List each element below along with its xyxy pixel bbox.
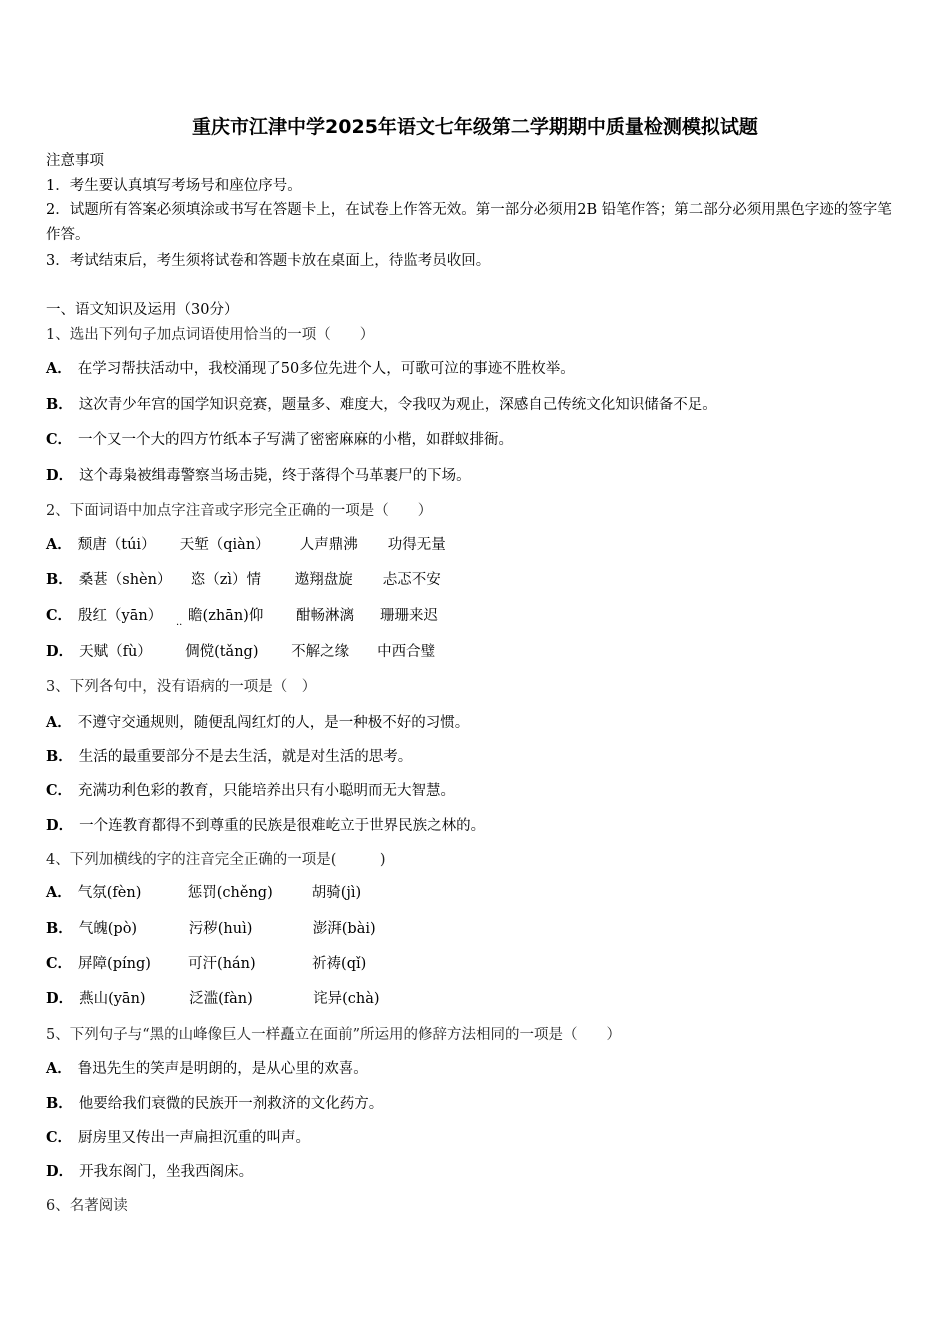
option-row — [46, 781, 455, 801]
question-stem: 6、名著阅读 — [46, 1198, 128, 1214]
question-stem: 1、选出下列句子加点词语使用恰当的一项（ ） — [46, 327, 375, 343]
page-title: 重庆市江津中学2025年语文七年级第二学期期中质量检测模拟试题 — [192, 116, 758, 138]
option-row — [46, 954, 366, 974]
option-key: C． — [46, 955, 73, 972]
option-key: C． — [46, 782, 73, 799]
option-key: A． — [46, 536, 72, 553]
option-key: B． — [46, 396, 73, 413]
option-key: C． — [46, 431, 73, 448]
option-key: B． — [46, 920, 73, 937]
section-heading: 一、语文知识及运用（30分） — [46, 302, 239, 318]
option-cell: 桑葚（shèn） — [78, 572, 172, 588]
option-text: 不遵守交通规则，随便乱闯红灯的人，是一种极不好的习惯。 — [77, 715, 470, 731]
option-row — [46, 919, 376, 939]
option-row — [46, 642, 435, 662]
option-key: C． — [46, 1129, 73, 1146]
option-row — [46, 1128, 310, 1148]
option-key: B． — [46, 571, 73, 588]
option-cell: 燕山(yān) — [79, 991, 146, 1007]
option-row — [46, 1094, 383, 1114]
question-stem: 2、下面词语中加点字注音或字形完全正确的一项是（ ） — [46, 503, 433, 519]
option-text: 这个毒枭被缉毒警察当场击毙，终于落得个马革裹尸的下场。 — [79, 468, 471, 484]
option-key: A． — [46, 714, 72, 731]
option-key: D． — [46, 467, 74, 484]
question-stem: 4、下列加横线的字的注音完全正确的一项是( ) — [46, 852, 386, 868]
option-row — [46, 747, 412, 767]
notice-heading: 注意事项 — [46, 153, 104, 169]
option-cell: 气氛(fèn) — [77, 885, 142, 901]
option-key: A． — [46, 360, 72, 377]
option-cell: 人声鼎沸 — [299, 537, 358, 553]
option-key: D． — [46, 643, 74, 660]
option-cell: 诧异(chà) — [313, 991, 380, 1007]
option-text: 他要给我们衰微的民族开一剂救济的文化药方。 — [78, 1096, 384, 1112]
option-key: A． — [46, 884, 72, 901]
option-text: 开我东阁门，坐我西阁床。 — [79, 1164, 254, 1180]
option-cell: 颓唐（túi） — [77, 537, 156, 553]
option-cell: 气魄(pò) — [78, 921, 138, 937]
option-text: 在学习帮扶活动中，我校涌现了50多位先进个人，可歌可泣的事迹不胜枚举。 — [77, 361, 575, 377]
option-cell: 胡骑(jì) — [311, 885, 362, 901]
option-cell: 中西合璧 — [377, 644, 436, 660]
option-cell: 忐忑不安 — [382, 572, 441, 588]
option-row — [46, 713, 469, 733]
option-text: 生活的最重要部分不是去生活，就是对生活的思考。 — [78, 749, 413, 765]
emphasis-dot: ·· — [176, 620, 183, 631]
option-key: B． — [46, 748, 73, 765]
option-key: A． — [46, 1060, 72, 1077]
option-key: D． — [46, 817, 74, 834]
option-row — [46, 359, 575, 379]
option-cell: 酣畅淋漓 — [296, 608, 355, 624]
option-row — [46, 816, 485, 836]
option-cell: 瞻(zhān)仰 — [188, 608, 264, 624]
option-row — [46, 466, 471, 486]
option-cell: 惩罚(chěng) — [187, 885, 273, 901]
option-cell: 殷红（yān） — [78, 608, 163, 624]
option-cell: 不解之缘 — [291, 644, 350, 660]
option-row — [46, 1162, 253, 1182]
option-cell: 天赋（fù） — [79, 644, 152, 660]
option-text: 一个又一个大的四方竹纸本子写满了密密麻麻的小楷，如群蚁排衙。 — [78, 432, 514, 448]
notice-item-3: 3．考试结束后，考生须将试卷和答题卡放在桌面上，待监考员收回。 — [46, 253, 491, 269]
option-row — [46, 606, 438, 626]
option-text: 一个连教育都得不到尊重的民族是很难屹立于世界民族之林的。 — [79, 818, 486, 834]
option-cell: 屏障(píng) — [78, 956, 151, 972]
option-row — [46, 989, 380, 1009]
option-cell: 倜傥(tǎng) — [185, 644, 259, 660]
option-key: B． — [46, 1095, 73, 1112]
option-cell: 功得无量 — [387, 537, 446, 553]
notice-item-1: 1．考生要认真填写考场号和座位序号。 — [46, 178, 302, 194]
question-stem: 5、下列句子与“黑的山峰像巨人一样矗立在面前”所运用的修辞方法相同的一项是（ ） — [46, 1027, 622, 1043]
option-key: C． — [46, 607, 73, 624]
option-cell: 珊珊来迟 — [380, 608, 439, 624]
option-row — [46, 430, 513, 450]
option-cell: 遨翔盘旋 — [294, 572, 353, 588]
option-cell: 可汗(hán) — [188, 956, 256, 972]
option-text: 鲁迅先生的笑声是明朗的，是从心里的欢喜。 — [77, 1061, 368, 1077]
option-row — [46, 395, 717, 415]
option-text: 这次青少年宫的国学知识竞赛，题量多、难度大，令我叹为观止，深感自己传统文化知识储备不足。 — [78, 397, 717, 413]
option-row — [46, 883, 361, 903]
option-cell: 祈祷(qǐ) — [312, 956, 367, 972]
option-text: 厨房里又传出一声扁担沉重的叫声。 — [78, 1130, 311, 1146]
option-key: D． — [46, 990, 74, 1007]
option-cell: 天堑（qiàn） — [179, 537, 270, 553]
option-cell: 恣（zì）情 — [190, 572, 262, 588]
question-stem: 3、下列各句中，没有语病的一项是（ ） — [46, 679, 317, 695]
option-key: D． — [46, 1163, 74, 1180]
option-cell: 澎湃(bài) — [312, 921, 376, 937]
option-text: 充满功利色彩的教育，只能培养出只有小聪明而无大智慧。 — [78, 783, 456, 799]
notice-item-2: 2．试题所有答案必须填涂或书写在答题卡上，在试卷上作答无效。第一部分必须用2B 铅笔作答；第二部分必须用黑色字迹的签字笔作答。 — [46, 202, 892, 243]
option-cell: 泛滥(fàn) — [189, 991, 253, 1007]
option-cell: 污秽(huì) — [188, 921, 253, 937]
option-row — [46, 535, 446, 555]
option-row — [46, 1059, 368, 1079]
option-row — [46, 570, 441, 590]
